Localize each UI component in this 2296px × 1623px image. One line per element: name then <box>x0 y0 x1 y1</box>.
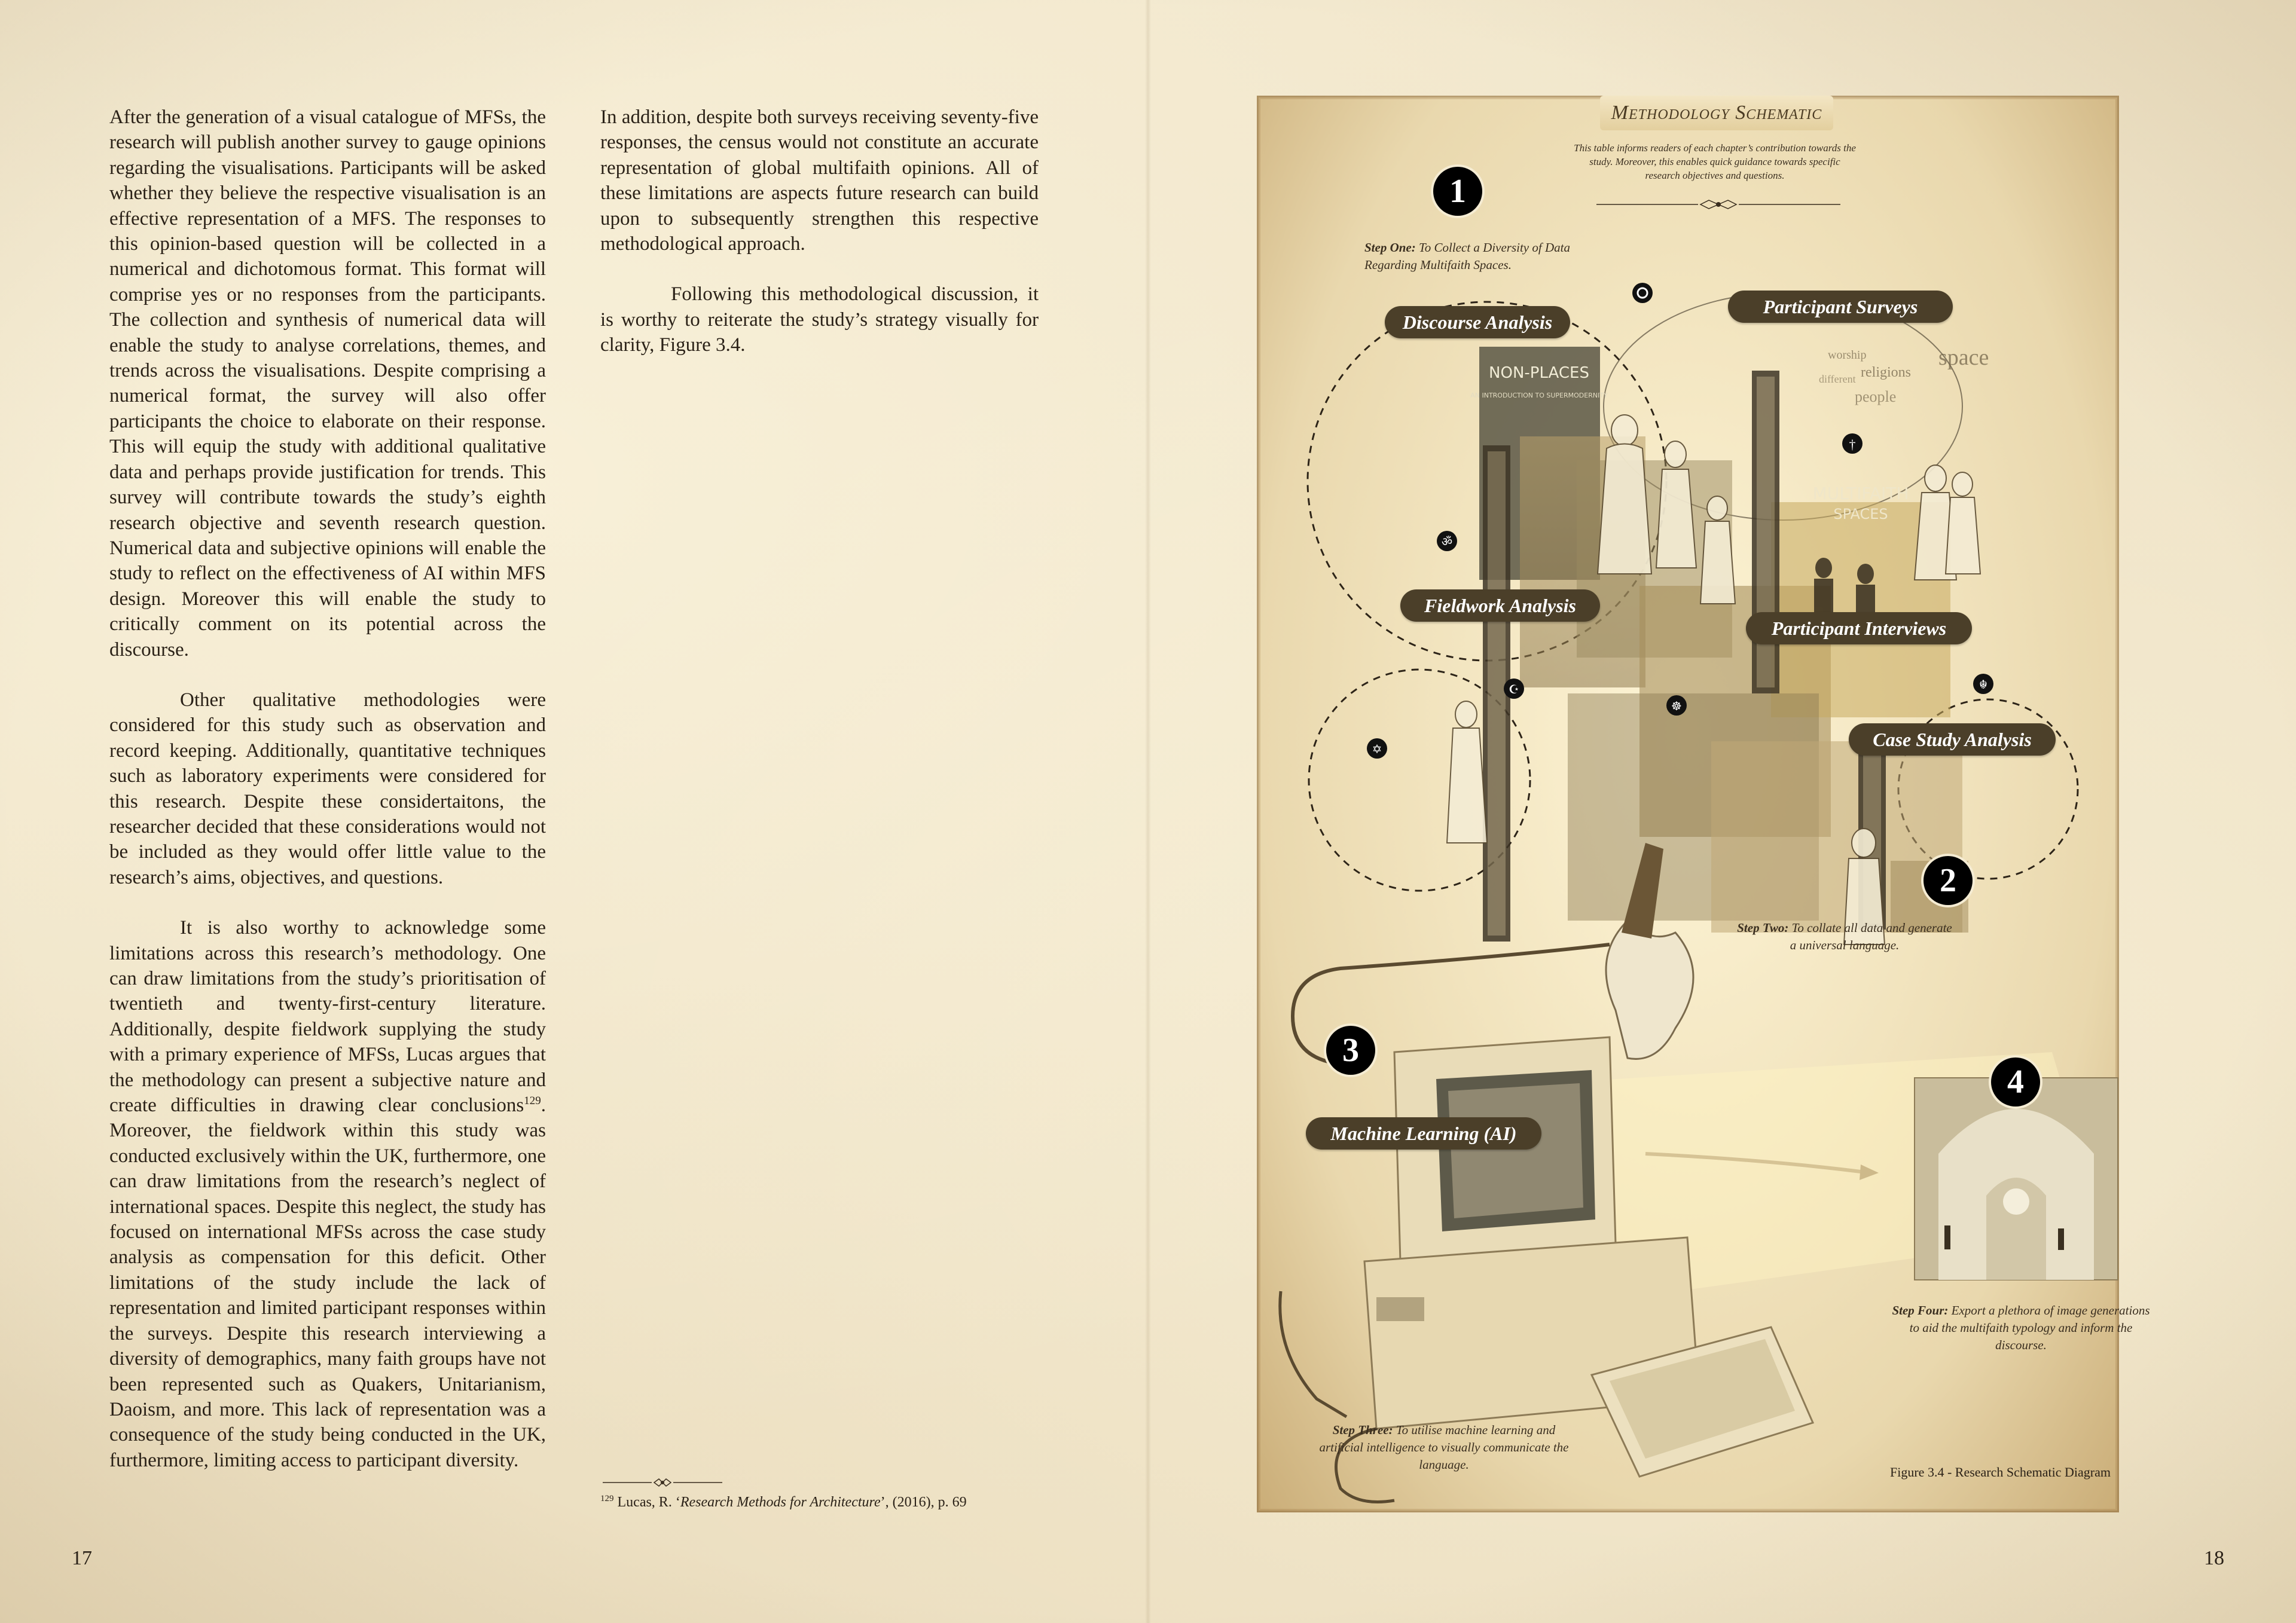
label-discourse-analysis: Discourse Analysis <box>1385 306 1570 338</box>
footnote-number: 129 <box>600 1494 614 1503</box>
film-strip <box>1752 371 1779 693</box>
step-one-text <box>1364 239 1616 274</box>
book-spine <box>1145 0 1151 1623</box>
label-participant-interviews: Participant Interviews <box>1746 612 1972 644</box>
step-two-label: Step Two: <box>1737 921 1789 935</box>
paragraph-limitations <box>109 915 546 1473</box>
step-three-description: To utilise machine learning and artificial intelligence to visually communicate the language. <box>1319 1423 1569 1472</box>
paragraph: Following this methodological discussion, it is worthy to reiterate the study’s strategy visually for clarity, Figure 3.4. <box>600 283 1039 356</box>
paragraph-text: . Moreover, the fieldwork within this study was conducted exclusively within the UK, furthermore, one can draw limitations from the research’s neglect of international spaces. Despite this neglect, the study has focused on international MFSs across the case study analysis as compensation for this deficit. Other limitations of the study include the lack of representation and limited participant responses within the surveys. Despite this research interviewing a diversity of demographics, many faith groups have not been represented such as Quakers, Unitarianism, Daoism, and more. This lack of representation was a consequence of the study being conducted in the UK, furthermore, limiting access to participant diversity. <box>109 1095 546 1471</box>
paragraph-text: It is also worthy to acknowledge some limitations across this research’s methodology. One can draw limitations from the study’s prioritisation of twentieth and twenty-first-century literature. Additionally, despite fieldwork supplying the study with a primary experience of MFSs, Lucas argues that the methodology can present a subjective nature and create difficulties in drawing clear conclusions <box>109 917 546 1117</box>
word-cloud-word: worship <box>1828 349 1867 362</box>
svg-text:☪: ☪ <box>1509 683 1519 696</box>
svg-text:✡: ✡ <box>1372 743 1382 756</box>
label-case-study-analysis: Case Study Analysis <box>1849 723 2056 756</box>
paragraph: After the generation of a visual catalogue of MFSs, the research will publish another survey to gauge opinions regarding the visualisations. Participants will be asked whether they believe the respective visualisation is an effective representation of a MFS. The responses to this opinion-based question will be collected in a numerical and dichotomous format. This format will comprise yes or no responses from the participants. The collection and synthesis of numerical data will enable the study to analyse correlations, themes, and trends across the visualisations. Despite comprising a numerical format, the survey will also offer participants the choice to elaborate on their response. This will equip the study with additional qualitative data and perhaps provide justification for trends. This survey will contribute towards the study’s eighth research objective and seventh research question. Numerical data and subjective opinions will enable the study to reflect on the effectiveness of AI within MFS design. Moreover this will enable the study to critically comment on its potential across the discourse. <box>109 106 546 661</box>
step-one-label: Step One: <box>1364 240 1416 255</box>
word-cloud-word: space <box>1938 345 1989 370</box>
footnote-ornament-rule <box>603 1475 722 1490</box>
step-badge-4: 4 <box>1991 1057 2040 1107</box>
step-badge-3: 3 <box>1326 1026 1375 1075</box>
left-text-column <box>109 105 546 1473</box>
schematic-illustration <box>1257 96 2119 1512</box>
footnote-rest: ’, (2016), p. 69 <box>880 1494 967 1510</box>
step-one-description: To Collect a Diversity of Data Regarding Multifaith Spaces. <box>1364 240 1570 272</box>
page-number-left: 17 <box>72 1547 92 1569</box>
footnote-author: Lucas, R. ‘ <box>617 1494 680 1510</box>
svg-text:☸: ☸ <box>1671 700 1682 713</box>
generated-image-output <box>1915 1078 2118 1280</box>
word-cloud-word: religions <box>1861 365 1911 380</box>
step-badge-2: 2 <box>1923 856 1973 905</box>
step-four-text <box>1889 1302 2152 1354</box>
label-participant-surveys: Participant Surveys <box>1728 291 1953 323</box>
schematic-intro: This table informs readers of each chapter’s contribution towards the study. Moreover, this enables quick guidance towards specific research objectives and questions. <box>1574 142 1856 181</box>
footnote-reference[interactable]: 129 <box>524 1095 541 1108</box>
label-fieldwork-analysis: Fieldwork Analysis <box>1400 589 1600 622</box>
svg-text:†: † <box>1849 437 1856 452</box>
middle-text-column <box>600 105 1039 358</box>
step-four-label: Step Four: <box>1892 1303 1949 1318</box>
figure-caption: Figure 3.4 - Research Schematic Diagram <box>1890 1465 2111 1480</box>
step-three-text <box>1315 1422 1573 1474</box>
step-four-description: Export a plethora of image generations to aid the multifaith typology and inform the discourse. <box>1909 1303 2150 1352</box>
book-title-text: NON-PLACES <box>1489 364 1589 382</box>
step-three-label: Step Three: <box>1332 1423 1393 1437</box>
footnote <box>600 1494 967 1511</box>
book-subtitle-text: SPACES <box>1833 506 1888 522</box>
word-cloud-word: different <box>1819 373 1856 385</box>
paragraph: In addition, despite both surveys receiving seventy-five responses, the census would not constitute an accurate representation of global multifaith opinions. All of these limitations are aspects future research can build upon to subsequently strengthen this respective methodological approach. <box>600 106 1039 255</box>
word-cloud-word: people <box>1855 388 1897 405</box>
paragraph: Other qualitative methodologies were considered for this study such as observation and record keeping. Additionally, quantitative techniques such as laboratory experiments were considered for this research. Despite these considertaitons, the researcher decided that these considerations would not be included as they would offer little value to the research’s aims, objectives, and questions. <box>109 689 546 888</box>
book-subtitle-text: AN INTRODUCTION TO SUPERMODERNITY <box>1470 392 1608 399</box>
step-two-text <box>1734 919 1955 954</box>
step-two-description: To collate all data and generate a universal language. <box>1790 921 1952 952</box>
label-machine-learning: Machine Learning (AI) <box>1306 1117 1541 1150</box>
methodology-schematic <box>1257 96 2150 1512</box>
svg-text:☬: ☬ <box>1979 678 1988 692</box>
title-ornament-rule <box>1596 197 1840 212</box>
page-number-right: 18 <box>2204 1547 2224 1569</box>
footnote-title: Research Methods for Architecture <box>680 1494 881 1510</box>
hand-illustration <box>1606 921 1693 1059</box>
schematic-title: Methodology Schematic <box>1600 96 1833 130</box>
book-title-text: MULTIFAITH <box>1812 484 1909 503</box>
svg-text:ॐ: ॐ <box>1441 536 1453 549</box>
step-badge-1: 1 <box>1433 167 1482 216</box>
